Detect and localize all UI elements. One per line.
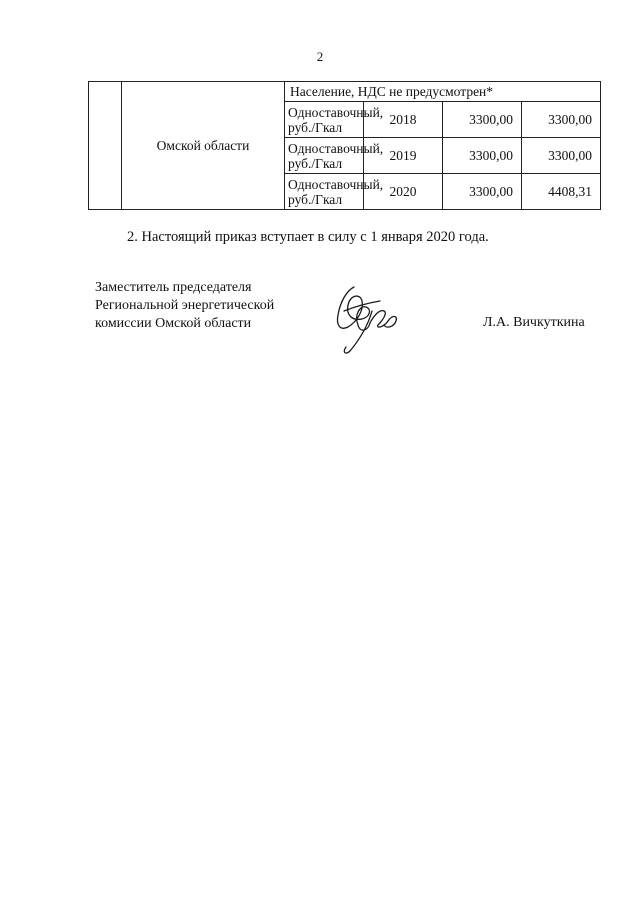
table-cell-empty — [89, 82, 122, 210]
clause-text: 2. Настоящий приказ вступает в силу с 1 января 2020 года. — [127, 229, 489, 245]
tariff-type-line1: Одноставочный, — [288, 176, 384, 192]
table-cell-value-second-half: 3300,00 — [522, 138, 601, 174]
table-cell-tariff-type — [285, 102, 384, 138]
tariff-type-line2: руб./Гкал — [288, 191, 343, 207]
table-cell-year: 2020 — [364, 174, 443, 210]
table-cell-value-second-half: 4408,31 — [522, 174, 601, 210]
table-cell-value-first-half: 3300,00 — [443, 102, 522, 138]
table-cell-year: 2018 — [364, 102, 443, 138]
table-header-row — [89, 82, 601, 102]
signer-title-line1: Заместитель председателя — [95, 280, 252, 295]
handwritten-signature — [328, 281, 408, 361]
signer-title — [95, 279, 274, 333]
signer-name: Л.А. Вичкуткина — [483, 315, 585, 330]
table-cell-year: 2019 — [364, 138, 443, 174]
tariff-type-line1: Одноставочный, — [288, 140, 384, 156]
table-cell-value-first-half: 3300,00 — [443, 138, 522, 174]
table-cell-value-second-half: 3300,00 — [522, 102, 601, 138]
signer-title-line3: комиссии Омской области — [95, 316, 252, 331]
table-cell-region: Омской области — [122, 82, 285, 210]
tariff-type-line2: руб./Гкал — [288, 119, 343, 135]
table-cell-tariff-type — [285, 138, 384, 174]
table-cell-category-header: Население, НДС не предусмотрен* — [285, 82, 601, 102]
tariff-type-line1: Одноставочный, — [288, 104, 384, 120]
tariff-table — [88, 81, 601, 210]
table-cell-value-first-half: 3300,00 — [443, 174, 522, 210]
table-cell-tariff-type — [285, 174, 384, 210]
tariff-type-line2: руб./Гкал — [288, 155, 343, 171]
signer-title-line2: Региональной энергетической — [95, 298, 275, 313]
page-number: 2 — [316, 49, 324, 64]
